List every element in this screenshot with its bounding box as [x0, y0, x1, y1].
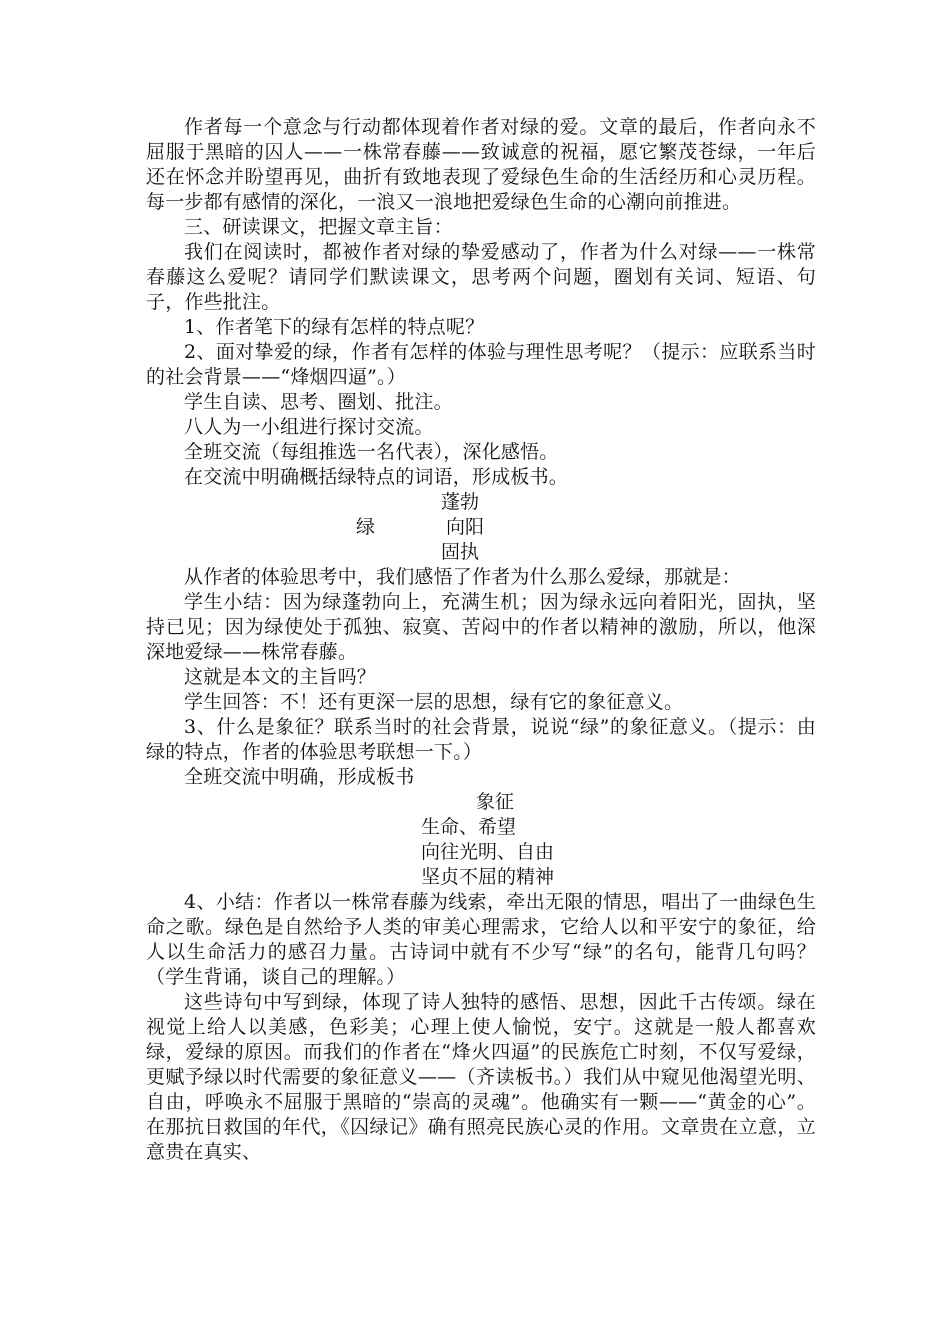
board-item-bottom: 固执	[441, 541, 480, 563]
paragraph: 作者每一个意念与行动都体现着作者对绿的爱。文章的最后，作者向永不屈服于黑暗的囚人——一株常春藤——致诚意的祝福，愿它繁茂苍绿，一年后还在怀念并盼望再见，曲折有致地表现了爱绿色生命的生活经历和心灵历程。每一步都有感情的深化，一浪又一浪地把爱绿色生命的心潮向前推进。	[146, 116, 816, 213]
board-item: 坚贞不屈的精神	[421, 866, 555, 888]
paragraph: 学生自读、思考、圈划、批注。	[184, 391, 453, 413]
question-1: 1、作者笔下的绿有怎样的特点呢？	[184, 316, 485, 338]
board-item-top: 蓬勃	[441, 491, 480, 513]
blackboard-outline-symbolism	[146, 790, 816, 890]
board-item-middle: 向阳	[446, 516, 485, 538]
paragraph: 这些诗句中写到绿，体现了诗人独特的感悟、思想，因此千古传颂。绿在视觉上给人以美感，色彩美；心理上使人愉悦，安宁。这就是一般人都喜欢绿，爱绿的原因。而我们的作者在“烽火四逼”的民族危亡时刻，不仅写爱绿，更赋予绿以时代需要的象征意义——（齐读板书。）我们从中窥见他渴望光明、自由，呼唤永不屈服于黑暗的“崇高的灵魂”。他确实有一颗——“黄金的心”。在那抗日救国的年代，《囚绿记》确有照亮民族心灵的作用。文章贵在立意，立意贵在真实、	[146, 991, 816, 1163]
paragraph: 在交流中明确概括绿特点的词语，形成板书。	[184, 466, 569, 488]
paragraph: 全班交流中明确，形成板书	[184, 766, 415, 788]
paragraph: 这就是本文的主旨吗？	[184, 666, 377, 688]
paragraph: 学生回答：不！还有更深一层的思想，绿有它的象征意义。	[184, 691, 684, 713]
document-page	[146, 115, 816, 1165]
question-3: 3、什么是象征？联系当时的社会背景，说说“绿”的象征意义。（提示：由绿的特点，作者的体验思考联想一下。）	[146, 716, 816, 763]
section-heading: 三、研读课文，把握文章主旨：	[184, 216, 453, 238]
board-item: 向往光明、自由	[421, 841, 555, 863]
board-item-title: 象征	[476, 791, 515, 813]
summary-paragraph: 4、小结：作者以一株常春藤为线索，牵出无限的情思，唱出了一曲绿色生命之歌。绿色是自然给予人类的审美心理需求，它给人以和平安宁的象征，给人以生命活力的感召力量。古诗词中就有不少写“绿”的名句，能背几句吗？（学生背诵，谈自己的理解。）	[146, 891, 816, 988]
paragraph: 学生小结：因为绿蓬勃向上，充满生机；因为绿永远向着阳光，固执，坚持已见；因为绿使处于孤独、寂寞、苦闷中的作者以精神的激励，所以，他深深地爱绿——株常春藤。	[146, 591, 816, 663]
blackboard-outline-traits	[146, 490, 816, 565]
paragraph: 从作者的体验思考中，我们感悟了作者为什么那么爱绿，那就是：	[184, 566, 741, 588]
paragraph: 我们在阅读时，都被作者对绿的挚爱感动了，作者为什么对绿——一株常春藤这么爱呢？请同学们默读课文，思考两个问题，圈划有关词、短语、句子，作些批注。	[146, 241, 816, 313]
paragraph: 八人为一小组进行探讨交流。	[184, 416, 434, 438]
board-item: 生命、希望	[421, 816, 517, 838]
board-item-left: 绿	[356, 516, 376, 538]
paragraph: 全班交流（每组推选一名代表），深化感悟。	[184, 441, 559, 463]
question-2: 2、面对挚爱的绿，作者有怎样的体验与理性思考呢？（提示：应联系当时的社会背景——“烽烟四逼”。）	[146, 341, 816, 388]
